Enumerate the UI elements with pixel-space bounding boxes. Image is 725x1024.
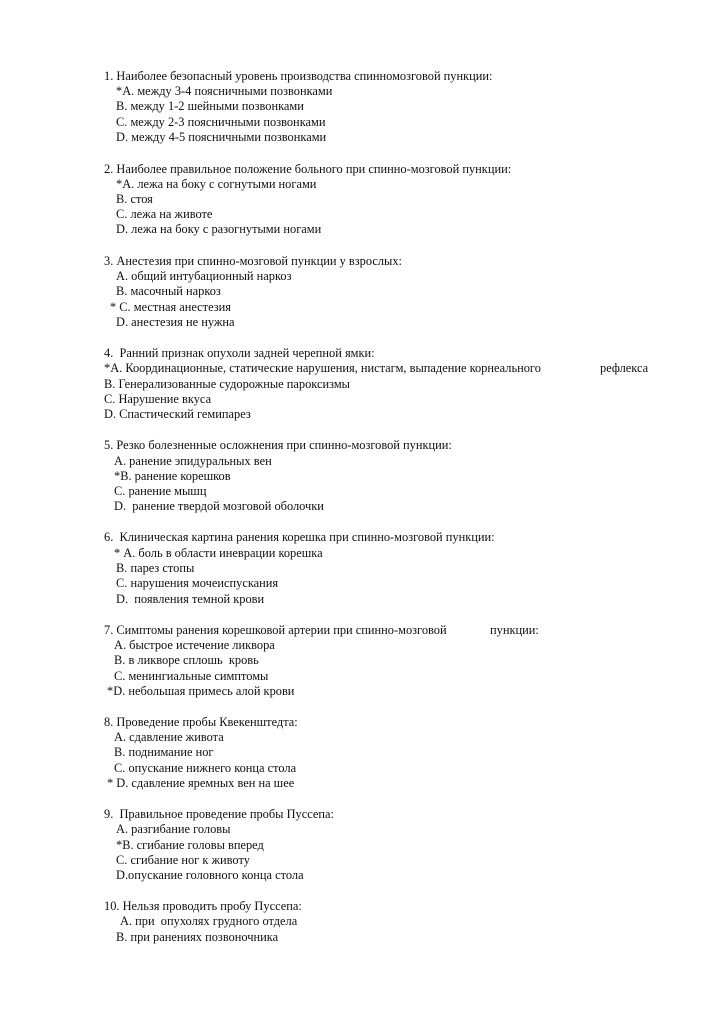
question-2-option-d: D. лежа на боку с разогнутыми ногами (116, 222, 322, 236)
question-10-option-a: А. при опухолях грудного отдела (120, 914, 298, 928)
question-10-option-b: В. при ранениях позвоночника (116, 930, 279, 944)
question-2-option-a: *А. лежа на боку с согнутыми ногами (116, 177, 317, 191)
question-3-option-b: В. масочный наркоз (116, 284, 221, 298)
question-8-option-b: В. поднимание ног (114, 745, 214, 759)
question-3-option-a: А. общий интубационный наркоз (116, 269, 292, 283)
question-4-option-a: *А. Координационные, статические нарушения, нистагм, выпадение корнеального (104, 361, 541, 375)
question-7-option-b: В. в ликворе сплошь кровь (114, 653, 259, 667)
question-4-option-b: В. Генерализованные судорожные пароксизмы (104, 377, 351, 391)
question-5-option-c: С. ранение мышц (114, 484, 207, 498)
question-6-option-d: D. появления темной крови (116, 592, 265, 606)
question-5-option-b: *В. ранение корешков (114, 469, 231, 483)
question-8-option-c: С. опускание нижнего конца стола (114, 761, 297, 775)
question-9-option-a: А. разгибание головы (116, 822, 231, 836)
question-7-option-a: А. быстрое истечение ликвора (114, 638, 275, 652)
question-8-option-d: * D. сдавление яремных вен на шее (107, 776, 295, 790)
question-8-title: 8. Проведение пробы Квекенштедта: (104, 715, 298, 729)
question-4-option-d: D. Спастический гемипарез (104, 407, 251, 421)
question-9-title: 9. Правильное проведение пробы Пуссепа: (104, 807, 334, 821)
question-1-option-c: С. между 2-3 поясничными позвонками (116, 115, 326, 129)
question-3-option-c: * С. местная анестезия (110, 300, 231, 314)
question-8-option-a: А. сдавление живота (114, 730, 224, 744)
question-3-option-d: D. анестезия не нужна (116, 315, 235, 329)
question-4-title: 4. Ранний признак опухоли задней черепной ямки: (104, 346, 375, 360)
question-6-title: 6. Клиническая картина ранения корешка при спинно-мозговой пункции: (104, 530, 495, 544)
question-4-option-a-continuation: рефлекса (600, 361, 649, 375)
question-4-option-c: С. Нарушение вкуса (104, 392, 212, 406)
question-6-option-b: В. парез стопы (116, 561, 195, 575)
question-2-option-c: С. лежа на животе (116, 207, 213, 221)
question-9-option-b: *В. сгибание головы вперед (116, 838, 264, 852)
question-1-title: 1. Наиболее безопасный уровень производства спинномозговой пункции: (104, 69, 493, 83)
question-5-option-d: D. ранение твердой мозговой оболочки (114, 499, 324, 513)
question-7-title-tail: пункции: (490, 623, 539, 637)
question-2-option-b: В. стоя (116, 192, 153, 206)
question-5-option-a: А. ранение эпидуральных вен (114, 454, 272, 468)
question-1-option-b: В. между 1-2 шейными позвонками (116, 99, 304, 113)
question-7-option-c: С. менингиальные симптомы (114, 669, 269, 683)
question-1-option-d: D. между 4-5 поясничными позвонками (116, 130, 327, 144)
question-2-title: 2. Наиболее правильное положение больного при спинно-мозговой пункции: (104, 162, 512, 176)
question-5-title: 5. Резко болезненные осложнения при спинно-мозговой пункции: (104, 438, 452, 452)
question-10-title: 10. Нельзя проводить пробу Пуссепа: (104, 899, 302, 913)
question-6-option-c: С. нарушения мочеиспускания (116, 576, 279, 590)
question-3-title: 3. Анестезия при спинно-мозговой пункции у взрослых: (104, 254, 403, 268)
question-7-title: 7. Симптомы ранения корешковой артерии при спинно-мозговой (104, 623, 447, 637)
question-7-option-d: *D. небольшая примесь алой крови (107, 684, 295, 698)
question-9-option-d: D.опускание головного конца стола (116, 868, 304, 882)
question-1-option-a: *А. между 3-4 поясничными позвонками (116, 84, 333, 98)
question-9-option-c: С. сгибание ног к животу (116, 853, 250, 867)
question-6-option-a: * А. боль в области иневрации корешка (114, 546, 323, 560)
